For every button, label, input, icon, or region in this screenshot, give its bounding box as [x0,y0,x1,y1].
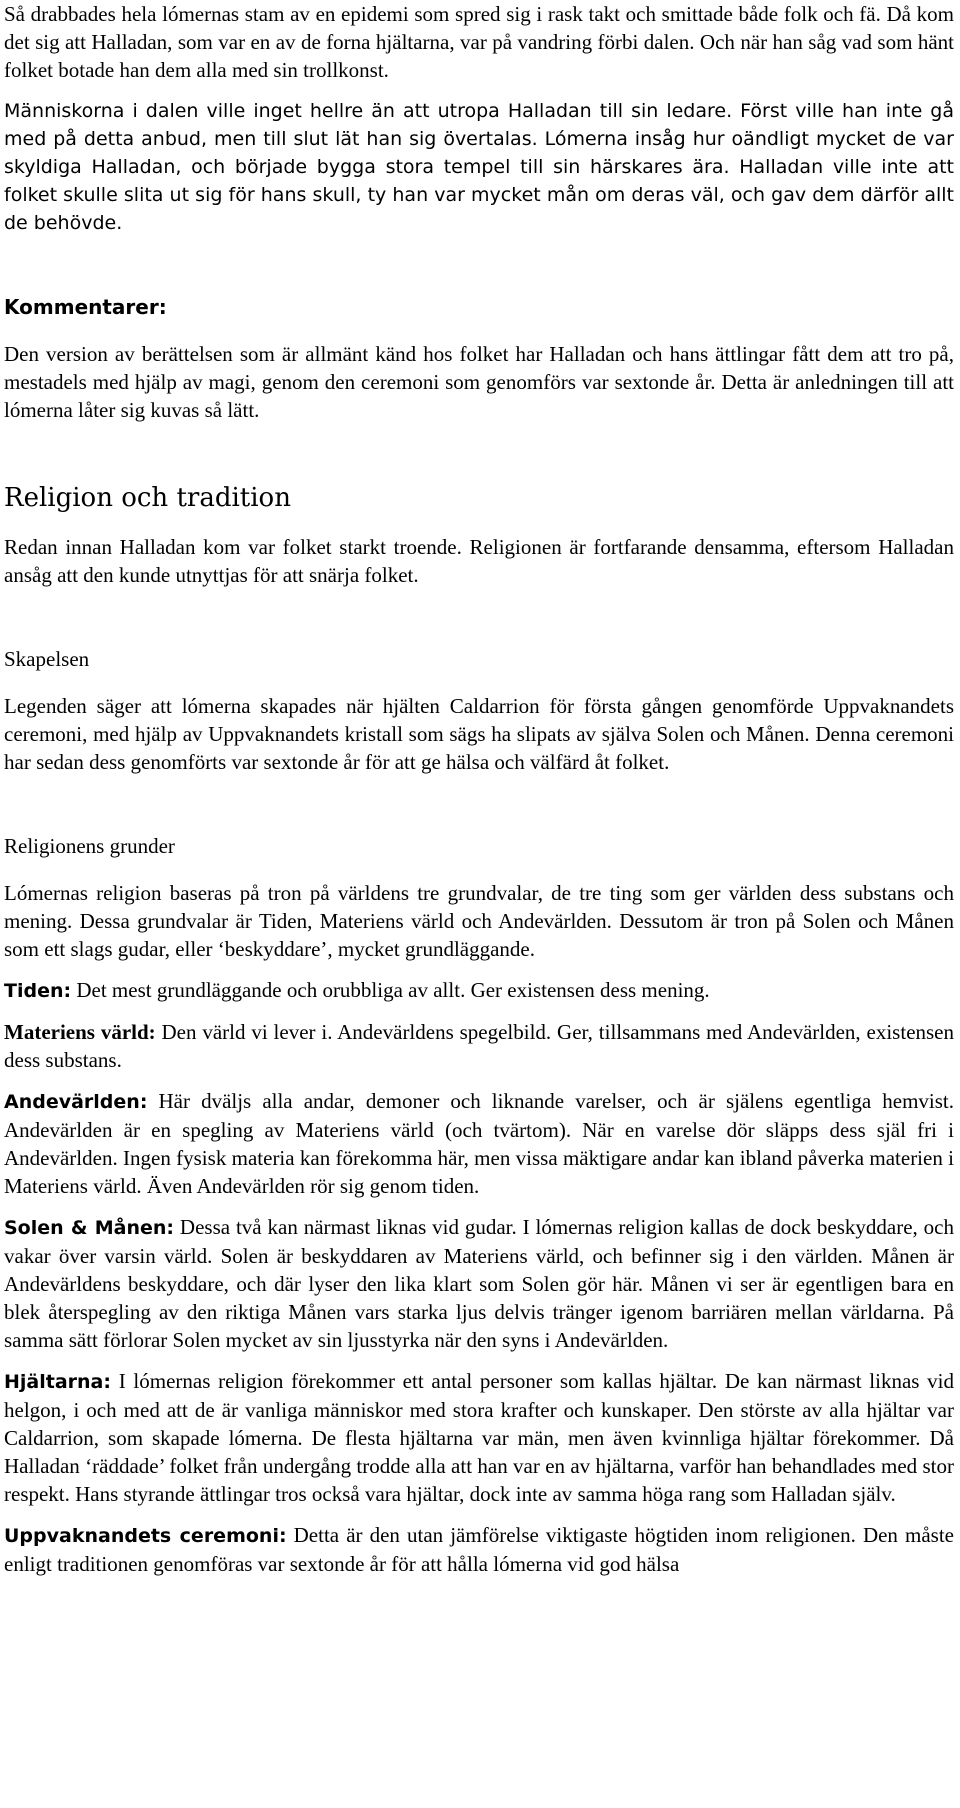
definition-text: I lómernas religion förekommer ett antal personer som kallas hjältar. De kan närmast liknas vid helgon, i och med att de är vanliga människor med stora krafter och kunskaper. Den störste av alla hjältar var Caldarrion, som skapade lómerna. De flesta hjältarna var män, men även kvinnliga hjältar förekommer. Då Halladan ‘räddade’ folket från undergång trodde alla att han var en av hjältarna, varför han behandlades med stor respekt. Hans styrande ättlingar tros också vara hjältar, dock inte av samma höga rang som Halladan själv. [4,1369,954,1506]
section-heading-religion: Religion och tradition [4,483,291,513]
story-paragraph-2: Människorna i dalen ville inget hellre än att utropa Halladan till sin ledare. Först ville han inte gå med på detta anbud, men till slut lät han sig övertalas. Lómerna insåg hur oändligt mycket de var skyldiga Halladan, och började bygga stora tempel till sin härskares ära. Halladan ville inte att folket skulle slita ut sig för hans skull, ty han var mycket mån om deras väl, och gav dem därför allt de behövde. [4,100,954,234]
definition-tiden [4,976,954,1005]
comments-paragraph: Den version av berättelsen som är allmänt känd hos folket har Halladan och hans ättlingar fått dem att tro på, mestadels med hjälp av magi, genom den ceremoni som genomförs var sextonde år. Detta är anledningen till att lómerna låter sig kuvas så lätt. [4,342,954,422]
definition-hjaltarna [4,1367,954,1508]
foundations-intro-paragraph: Lómernas religion baseras på tron på världens tre grundvalar, de tre ting som ger världen dess substans och mening. Dessa grundvalar är Tiden, Materiens värld och Andevärlden. Dessutom är tron på Solen och Månen som ett slags gudar, eller ‘beskyddare’, mycket grundläggande. [4,881,954,961]
definition-text: Dessa två kan närmast liknas vid gudar. I lómernas religion kallas de dock beskyddare, och vakar över varsin värld. Solen är beskyddaren av Materiens värld, och befinner sig i den världen. Månen är Andevärldens beskyddare, och där lyser den lika klart som Solen gör här. Månen vi ser är egentligen bara en blek återspegling av den riktiga Månen vars starka ljus delvis tränger igenom barriären mellan världarna. På samma sätt förlorar Solen mycket av sin ljusstyrka när den syns i Andevärlden. [4,1215,954,1352]
term-label: Hjältarna: [4,1371,111,1393]
creation-paragraph: Legenden säger att lómerna skapades när hjälten Caldarrion för första gången genomförde Uppvaknandets ceremoni, med hjälp av Uppvaknandets kristall som sägs ha slipats av själva Solen och Månen. Denna ceremoni har sedan dess genomförts var sextonde år för att ge hälsa och välfärd åt folket. [4,694,954,774]
section-heading-creation: Skapelsen [4,647,90,671]
definition-andevarlden [4,1087,954,1200]
definition-solen-manen [4,1213,954,1354]
section-heading-foundations: Religionens grunder [4,834,175,858]
definition-text: Här dväljs alla andar, demoner och liknande varelser, och är själens egentliga hemvist. Andevärlden är en spegling av Materiens värld (och tvärtom). När en varelse dör släpps dess själ fri i Andevärlden. Ingen fysisk materia kan förekomma här, men vissa mäktigare andar kan ibland påverka materien i Materiens värld. Även Andevärlden rör sig genom tiden. [4,1089,954,1198]
definition-materiens-varld [4,1018,954,1074]
religion-intro-paragraph: Redan innan Halladan kom var folket starkt troende. Religionen är fortfarande densamma, eftersom Halladan ansåg att den kunde utnyttjas för att snärja folket. [4,535,954,587]
term-label: Tiden: [4,980,72,1002]
story-paragraph-1: Så drabbades hela lómernas stam av en epidemi som spred sig i rask takt och smittade både folk och fä. Då kom det sig att Halladan, som var en av de forna hjältarna, var på vandring förbi dalen. Och när han såg vad som hänt folket botade han dem alla med sin trollkonst. [4,2,954,82]
definition-text: Det mest grundläggande och orubbliga av allt. Ger existensen dess mening. [71,978,710,1002]
comments-heading: Kommentarer: [4,295,167,319]
term-label: Materiens värld: [4,1020,156,1044]
term-label: Solen & Månen: [4,1217,175,1239]
term-label: Andevärlden: [4,1091,148,1113]
definition-text: Detta är den utan jämförelse viktigaste högtiden inom religionen. Den måste enligt traditionen genomföras var sextonde år för att hålla lómerna vid god hälsa [4,1523,954,1576]
definition-text: Den värld vi lever i. Andevärldens spegelbild. Ger, tillsammans med Andevärlden, existensen dess substans. [4,1020,955,1072]
term-label: Uppvaknandets ceremoni: [4,1525,287,1547]
definition-uppvaknandets-ceremoni [4,1521,954,1578]
